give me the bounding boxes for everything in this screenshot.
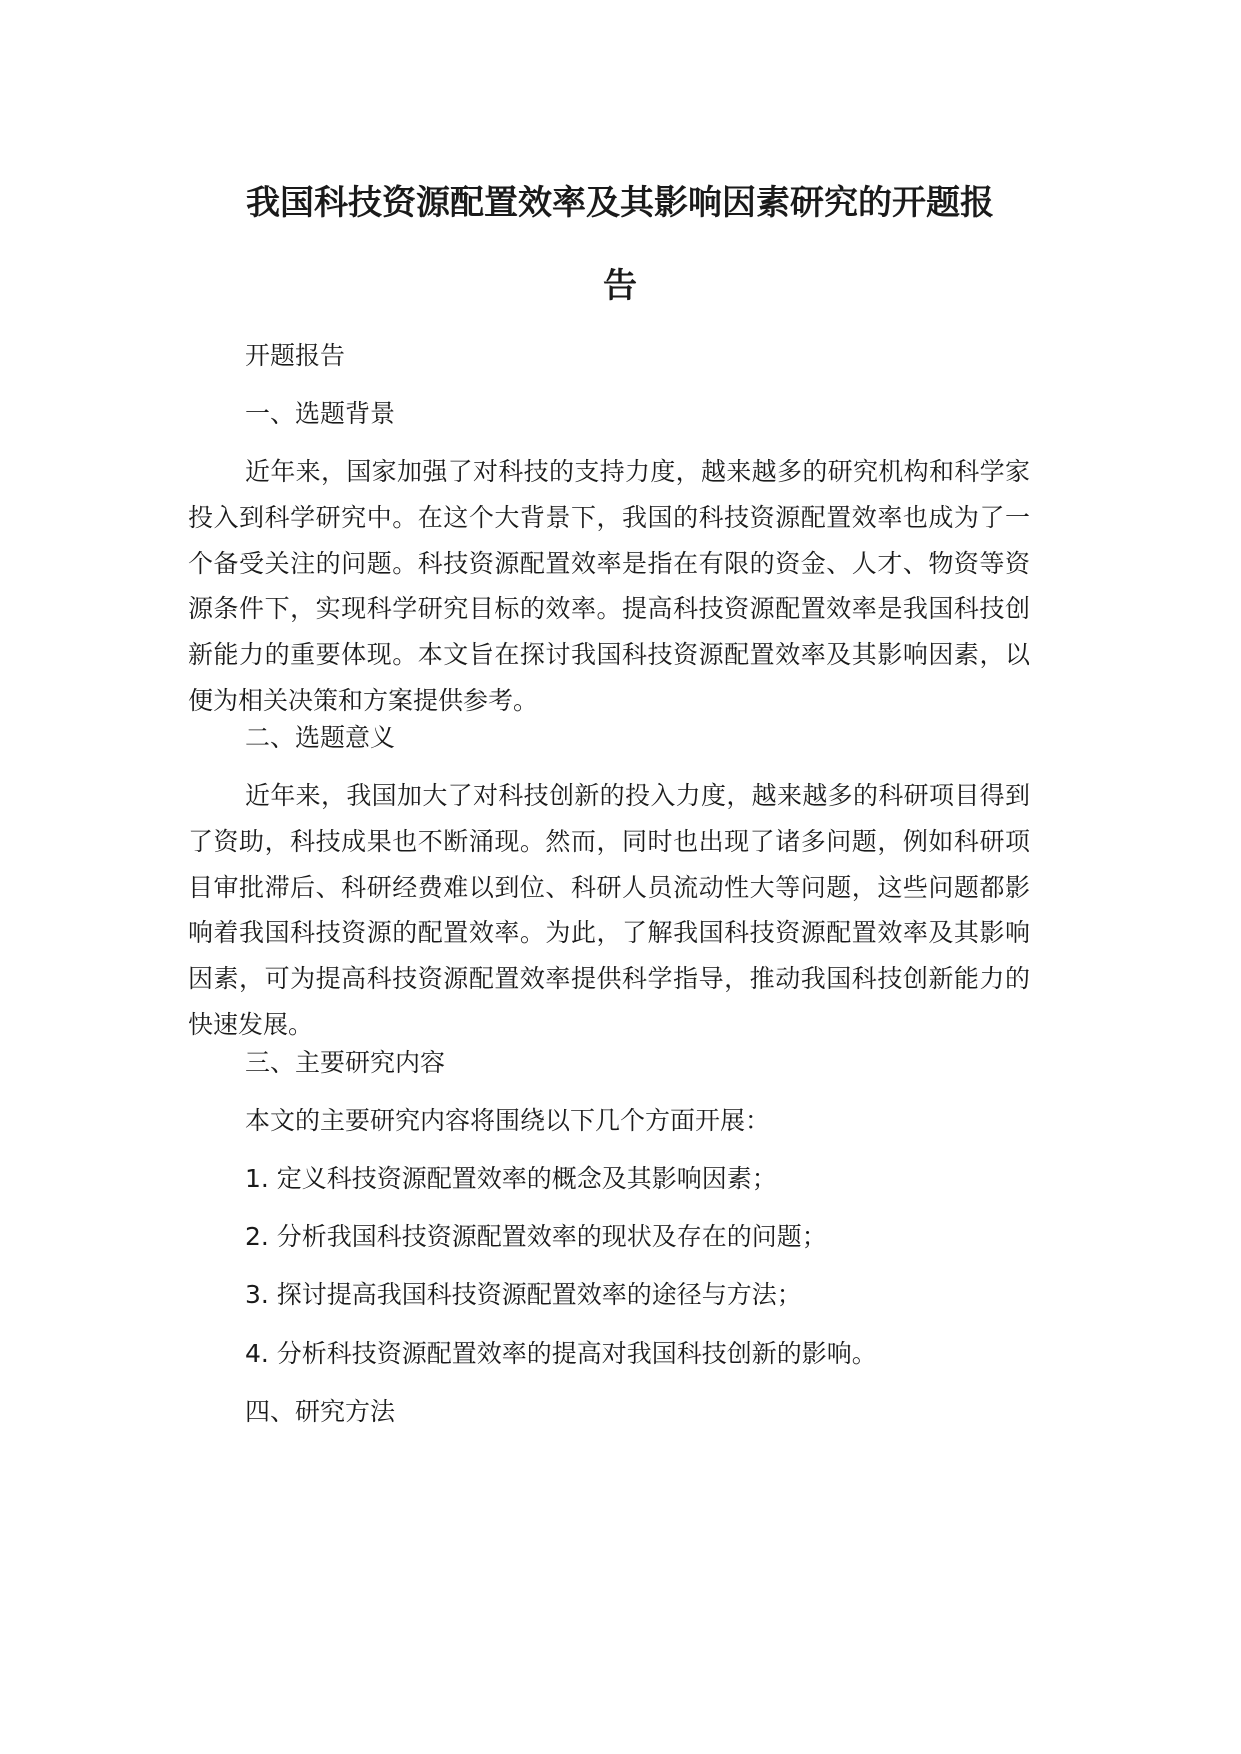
section-heading-significance: 二、选题意义 xyxy=(245,723,396,752)
report-label: 开题报告 xyxy=(245,341,346,370)
list-item: 4. 分析科技资源配置效率的提高对我国科技创新的影响。 xyxy=(245,1339,877,1368)
list-item: 3. 探讨提高我国科技资源配置效率的途径与方法； xyxy=(245,1280,802,1309)
list-item: 2. 分析我国科技资源配置效率的现状及存在的问题； xyxy=(245,1222,827,1251)
section-heading-methods: 四、研究方法 xyxy=(245,1397,396,1426)
list-item: 1. 定义科技资源配置效率的概念及其影响因素； xyxy=(245,1164,777,1193)
document-title-line-1: 我国科技资源配置效率及其影响因素研究的开题报 xyxy=(246,183,994,223)
document-title-line-2: 告 xyxy=(603,266,637,306)
section-intro-content: 本文的主要研究内容将围绕以下几个方面开展： xyxy=(245,1106,771,1135)
section-paragraph-background: 近年来，国家加强了对科技的支持力度，越来越多的研究机构和科学家投入到科学研究中。在这个大背景下，我国的科技资源配置效率也成为了一个备受关注的问题。科技资源配置效率是指在有限的资金、人才、物资等资源条件下，实现科学研究目标的效率。提高科技资源配置效率是我国科技创新能力的重要体现。本文旨在探讨我国科技资源配置效率及其影响因素，以便为相关决策和方案提供参考。 xyxy=(188,457,1030,715)
section-paragraph-significance: 近年来，我国加大了对科技创新的投入力度，越来越多的科研项目得到了资助，科技成果也不断涌现。然而，同时也出现了诸多问题，例如科研项目审批滞后、科研经费难以到位、科研人员流动性大等问题，这些问题都影响着我国科技资源的配置效率。为此，了解我国科技资源配置效率及其影响因素，可为提高科技资源配置效率提供科学指导，推动我国科技创新能力的快速发展。 xyxy=(188,781,1030,1039)
section-heading-background: 一、选题背景 xyxy=(245,399,396,428)
section-heading-content: 三、主要研究内容 xyxy=(245,1048,446,1077)
